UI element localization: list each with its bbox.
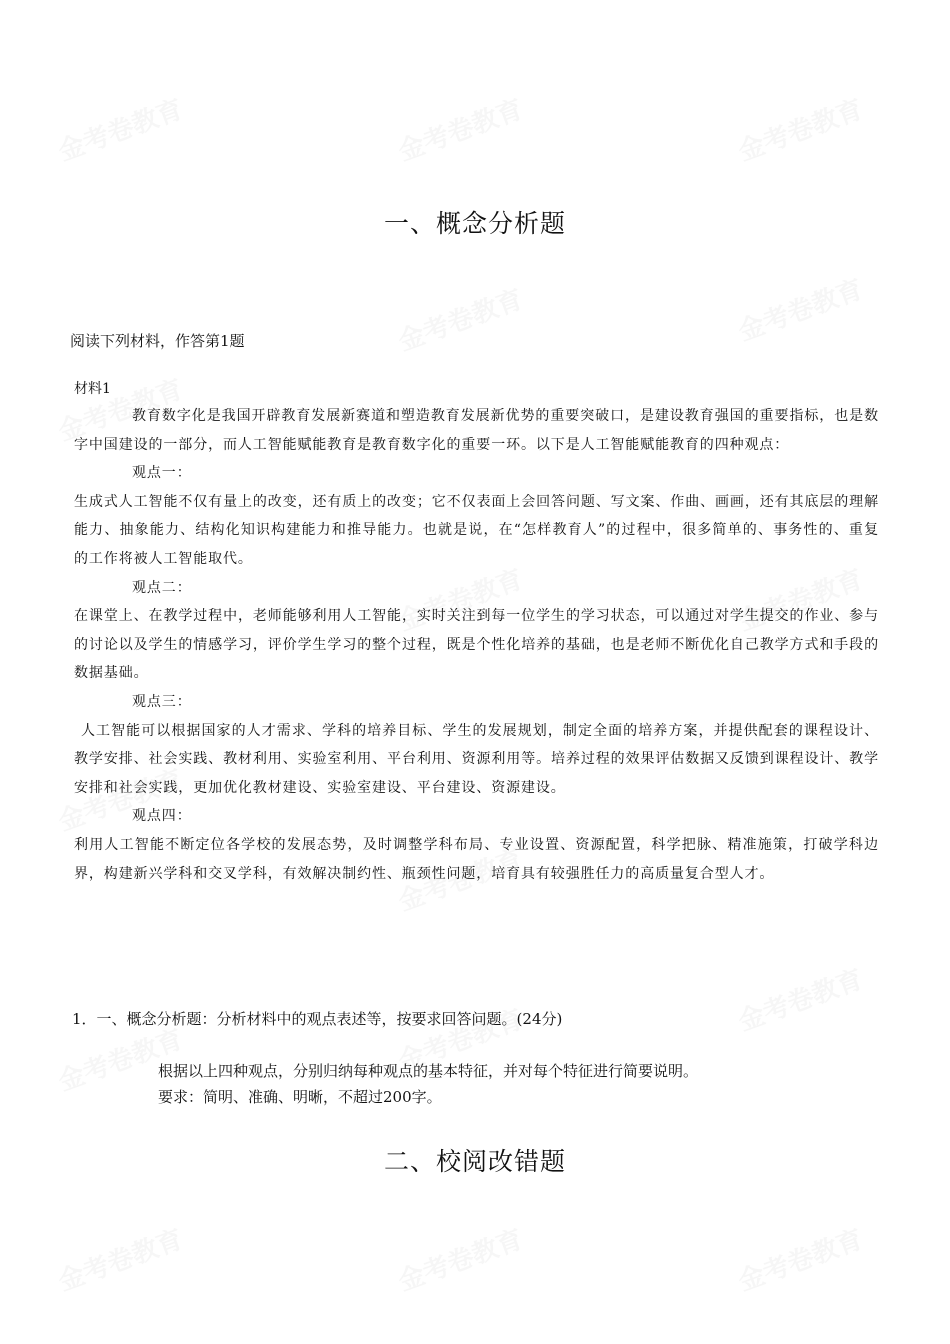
question-1-requirements bbox=[158, 1058, 698, 1110]
section-title-concept-analysis: 一、概念分析题 bbox=[383, 209, 566, 238]
viewpoint-2-heading: 观点二： bbox=[132, 579, 192, 596]
material-label: 材料1 bbox=[74, 381, 111, 397]
watermark bbox=[393, 1219, 528, 1298]
material-paragraph: 教育数字化是我国开辟教育发展新赛道和塑造教育发展新优势的重要突破口，是建设教育强国的重要指标，也是数字中国建设的一部分，而人工智能赋能教育是教育数字化的重要一环。以下是人工智能赋能教育的四种观点： bbox=[74, 408, 879, 453]
section-title-proofreading: 二、校阅改错题 bbox=[383, 1147, 566, 1176]
watermark bbox=[733, 1219, 868, 1298]
watermark bbox=[393, 279, 528, 358]
question-1-constraints: 要求：简明、准确、明晰，不超过200字。 bbox=[158, 1088, 442, 1106]
watermark bbox=[733, 89, 868, 168]
question-1-task: 根据以上四种观点，分别归纳每种观点的基本特征，并对每个特征进行简要说明。 bbox=[158, 1062, 699, 1080]
material-body bbox=[74, 402, 879, 888]
viewpoint-3-heading: 观点三： bbox=[132, 693, 192, 710]
watermark bbox=[393, 89, 528, 168]
viewpoint-4-heading: 观点四： bbox=[132, 808, 192, 825]
viewpoint-2-text: 在课堂上、在教学过程中，老师能够利用人工智能，实时关注到每一位学生的学习状态，可以通过对学生提交的作业、参与的讨论以及学生的情感学习，评价学生学习的整个过程，既是个性化培养的基础，也是老师不断优化自己教学方式和手段的数据基础。 bbox=[74, 608, 879, 682]
viewpoint-1-heading: 观点一： bbox=[132, 465, 192, 482]
question-1-stem: 1．一、概念分析题：分析材料中的观点表述等，按要求回答问题。(24分) bbox=[72, 1010, 563, 1028]
watermark bbox=[53, 89, 188, 168]
reading-instruction: 阅读下列材料，作答第1题 bbox=[70, 332, 245, 350]
viewpoint-4-text: 利用人工智能不断定位各学校的发展态势，及时调整学科布局、专业设置、资源配置，科学把脉、精准施策，打破学科边界，构建新兴学科和交叉学科，有效解决制约性、瓶颈性问题，培育具有较强胜任力的高质量复合型人才。 bbox=[74, 836, 879, 882]
viewpoint-3-text: 人工智能可以根据国家的人才需求、学科的培养目标、学生的发展规划，制定全面的培养方案，并提供配套的课程设计、教学安排、社会实践、教材利用、实验室利用、平台利用、资源利用等。培养过程的效果评估数据又反馈到课程设计、教学安排和社会实践，更加优化教材建设、实验室建设、平台建设、资源建设。 bbox=[74, 722, 879, 796]
watermark bbox=[733, 269, 868, 348]
viewpoint-1-text: 生成式人工智能不仅有量上的改变，还有质上的改变；它不仅表面上会回答问题、写文案、作曲、画画，还有其底层的理解能力、抽象能力、结构化知识构建能力和推导能力。也就是说，在“怎样教育人”的过程中，很多简单的、事务性的、重复的工作将被人工智能取代。 bbox=[74, 493, 879, 567]
watermark bbox=[53, 1219, 188, 1298]
watermark bbox=[733, 959, 868, 1038]
